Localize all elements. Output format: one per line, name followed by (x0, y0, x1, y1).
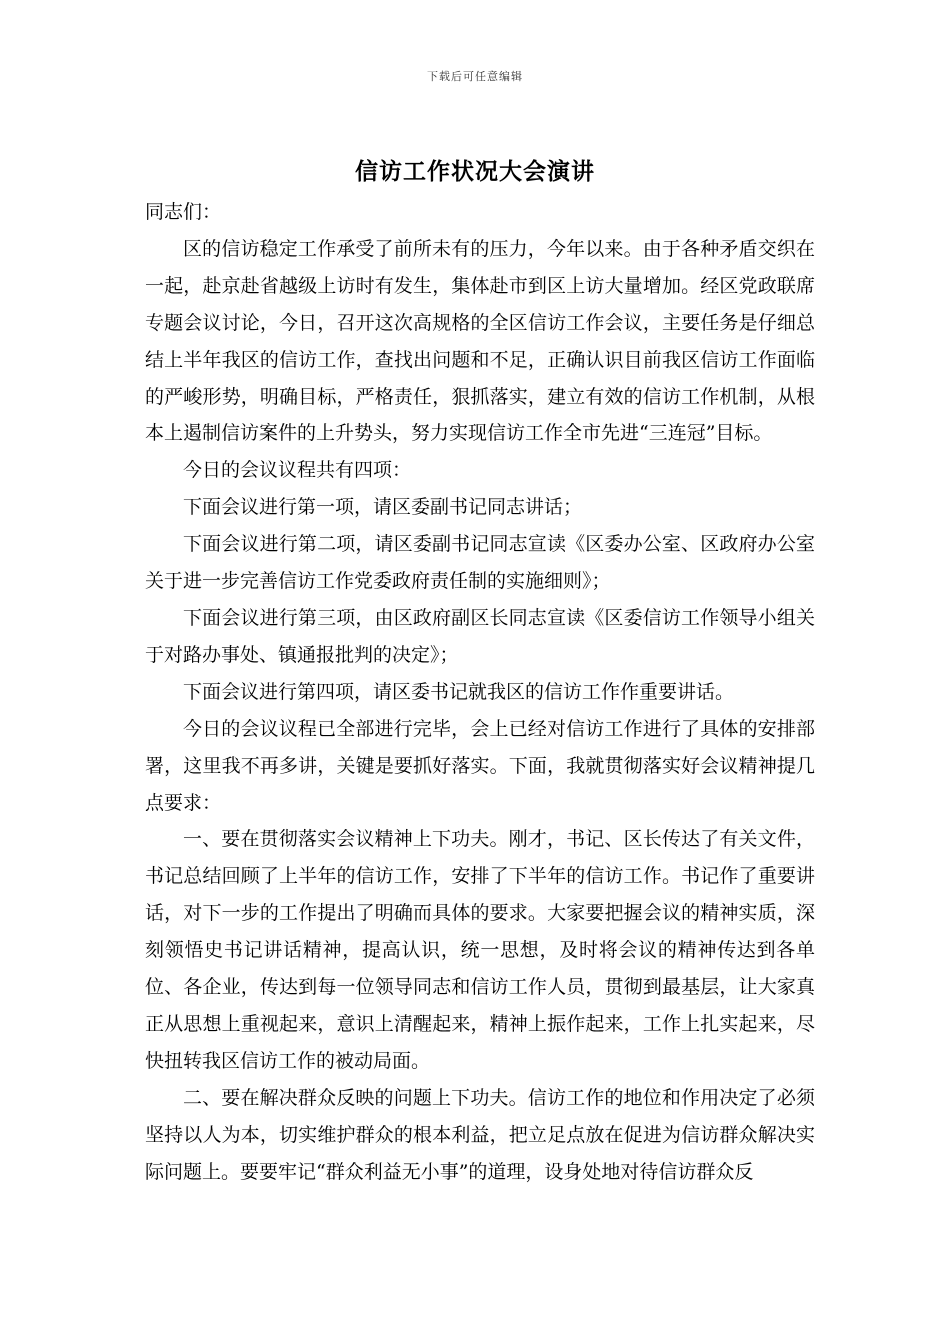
paragraph: 下面会议进行第四项，请区委书记就我区的信访工作作重要讲话。 (183, 680, 735, 703)
paragraph: 一、要在贯彻落实会议精神上下功夫。刚才，书记、区长传达了有关文件，书记总结回顾了上半年的信访工作，安排了下半年的信访工作。书记作了重要讲话，对下一步的工作提出了明确而具体的要求。大家要把握会议的精神实质，深刻领悟史书记讲话精神，提高认识，统一思想，及时将会议的精神传达到各单位、各企业，传达到每一位领导同志和信访工作人员，贯彻到最基层，让大家真正从思想上重视起来，意识上清醒起来，精神上振作起来，工作上扎实起来，尽快扭转我区信访工作的被动局面。 (145, 828, 815, 1072)
paragraph: 区的信访稳定工作承受了前所未有的压力，今年以来。由于各种矛盾交织在一起，赴京赴省越级上访时有发生，集体赴市到区上访大量增加。经区党政联席专题会议讨论，今日，召开这次高规格的全区信访工作会议，主要任务是仔细总结上半年我区的信访工作，查找出问题和不足，正确认识目前我区信访工作面临的严峻形势，明确目标，严格责任，狠抓落实，建立有效的信访工作机制，从根本上遏制信访案件的上升势头，努力实现信访工作全市先进“三连冠”目标。 (145, 237, 815, 445)
header-note: 下载后可任意编辑 (427, 70, 523, 83)
paragraph: 今日的会议议程共有四项： (183, 459, 412, 482)
paragraph: 今日的会议议程已全部进行完毕，会上已经对信访工作进行了具体的安排部署，这里我不再多讲，关键是要抓好落实。下面，我就贯彻落实好会议精神提几点要求： (145, 717, 815, 814)
salutation: 同志们： (145, 201, 222, 223)
paragraph: 二、要在解决群众反映的问题上下功夫。信访工作的地位和作用决定了必须坚持以人为本，切实维护群众的根本利益，把立足点放在促进为信访群众解决实际问题上。要要牢记“群众利益无小事”的道理，设身处地对待信访群众反 (145, 1086, 815, 1183)
paragraph: 下面会议进行第一项，请区委副书记同志讲话； (183, 496, 583, 519)
paragraph: 下面会议进行第二项，请区委副书记同志宣读《区委办公室、区政府办公室关于进一步完善信访工作党委政府责任制的实施细则》； (145, 533, 815, 593)
document-title: 信访工作状况大会演讲 (355, 158, 595, 185)
document-body (145, 194, 815, 1190)
paragraph: 下面会议进行第三项，由区政府副区长同志宣读《区委信访工作领导小组关于对路办事处、镇通报批判的决定》； (145, 606, 815, 666)
